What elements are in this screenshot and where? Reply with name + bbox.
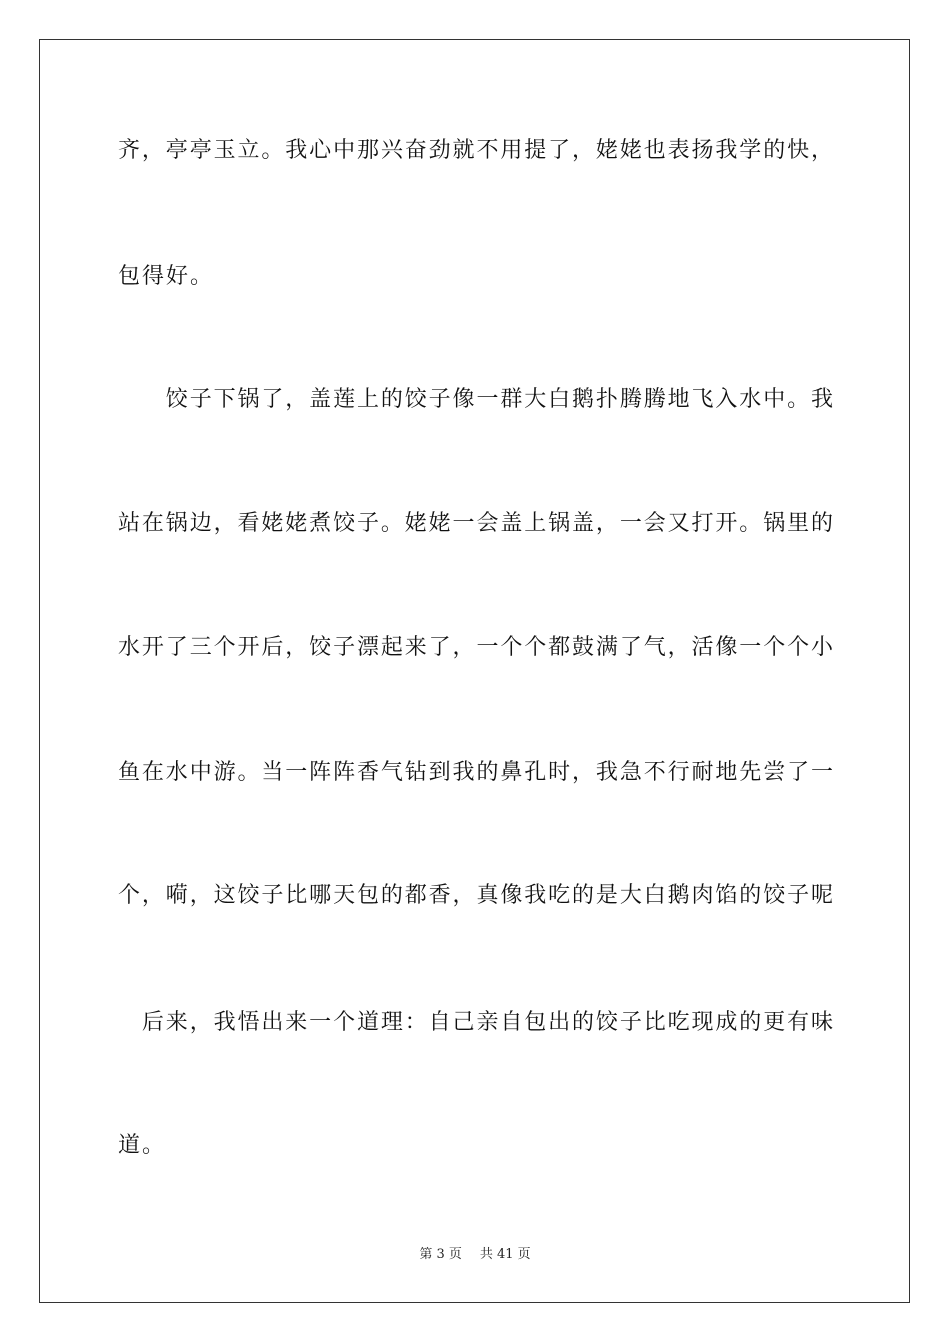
total-pages: 共 41 页: [479, 1247, 531, 1262]
page-border: [39, 39, 910, 1303]
text-line-7: 个，嗬，这饺子比哪天包的都香，真像我吃的是大白鹅肉馅的饺子呢: [118, 883, 833, 908]
text-line-9: 道。: [118, 1133, 167, 1158]
text-line-6: 鱼在水中游。当一阵阵香气钻到我的鼻孔时，我急不行耐地先尝了一: [118, 760, 833, 785]
text-line-3: 饺子下锅了，盖莲上的饺子像一群大白鹅扑腾腾地飞入水中。我: [118, 387, 833, 412]
page-number: 第 3 页: [419, 1247, 462, 1262]
text-line-5: 水开了三个开后，饺子漂起来了，一个个都鼓满了气，活像一个个小: [118, 635, 833, 660]
text-line-2: 包得好。: [118, 264, 215, 289]
text-line-8: 后来，我悟出来一个道理：自己亲自包出的饺子比吃现成的更有味: [118, 1010, 833, 1035]
text-line-4: 站在锅边，看姥姥煮饺子。姥姥一会盖上锅盖，一会又打开。锅里的: [118, 511, 833, 536]
text-line-1: 齐，亭亭玉立。我心中那兴奋劲就不用提了，姥姥也表扬我学的快，: [118, 138, 833, 163]
page-footer: [0, 1246, 950, 1264]
